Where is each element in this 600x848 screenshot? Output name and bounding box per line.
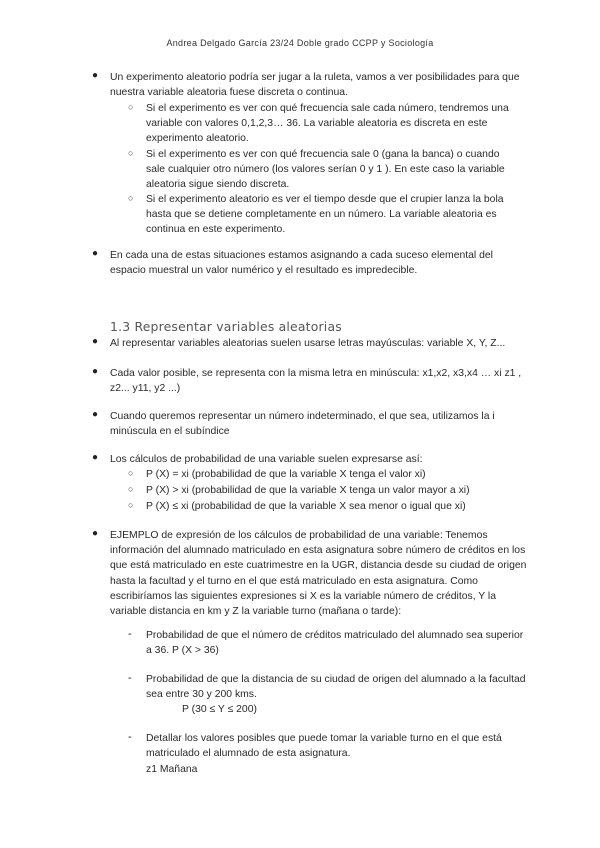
circle-bullet-icon: ○ [128, 148, 134, 158]
circle-bullet-icon: ○ [128, 468, 134, 478]
bullet-icon: ● [92, 336, 99, 347]
paragraph-ruleta-intro: Un experimento aleatorio podría ser jugar a la ruleta, vamos a ver posibilidades para que nuestra variable aleatoria fuese discreta o continua. [110, 72, 520, 99]
bullet-icon: ● [92, 452, 99, 463]
calculos-item-3: P (X) ≤ xi (probabilidad de que la variable X sea menor o igual que xi) [146, 501, 466, 512]
paragraph-situaciones: En cada una de estas situaciones estamos asignando a cada suceso elemental del espacio muestral un valor numérico y el resultado es impredecible. [110, 250, 493, 277]
bullet-icon: ● [92, 248, 99, 259]
representar-item-2: Cada valor posible, se representa con la misma letra en minúscula: x1,x2, x3,x4 … xi z1 , z2... y11, y2 ...) [110, 368, 522, 395]
calculos-intro: Los cálculos de probabilidad de una variable suelen expresarse así: [110, 454, 423, 465]
dash-bullet-icon: - [128, 628, 132, 640]
bullet-icon: ● [92, 70, 99, 81]
ejemplo-item-1: Probabilidad de que el número de créditos matriculado del alumnado sea superior a 36. P (X > 36) [146, 630, 524, 657]
calculos-item-1: P (X) = xi (probabilidad de que la variable X tenga el valor xi) [146, 469, 426, 480]
ruleta-item-2: Si el experimento es ver con qué frecuencia sale 0 (gana la banca) o cuando sale cualquier otro número (los valores serían 0 y 1 ). En este caso la variable aleatoria sigue siendo discreta. [146, 149, 505, 191]
dash-bullet-icon: - [128, 672, 132, 684]
bullet-icon: ● [92, 528, 99, 539]
representar-item-3: Cuando queremos representar un número indeterminado, el que sea, utilizamos la i minúscula en el subíndice [110, 411, 495, 438]
bullet-icon: ● [92, 366, 99, 377]
circle-bullet-icon: ○ [128, 500, 134, 510]
calculos-item-2: P (X) > xi (probabilidad de que la variable X tenga un valor mayor a xi) [146, 485, 470, 496]
section-title: 1.3 Representar variables aleatorias [110, 319, 342, 334]
ejemplo-item-3: Detallar los valores posibles que puede tomar la variable turno en el que está matriculado el alumnado de esta asignatura. [146, 733, 502, 760]
ejemplo-item-3-value: z1 Mañana [146, 764, 198, 775]
ruleta-item-3: Si el experimento aleatorio es ver el tiempo desde que el crupier lanza la bola hasta que se detiene completamente en un número. La variable aleatoria es continua en este experimento. [146, 194, 504, 236]
page-header: Andrea Delgado García 23/24 Doble grado CCPP y Sociología [166, 38, 434, 48]
ejemplo-item-2-formula: P (30 ≤ Y ≤ 200) [182, 704, 257, 715]
circle-bullet-icon: ○ [128, 102, 134, 112]
ejemplo-item-2: Probabilidad de que la distancia de su ciudad de origen del alumnado a la facultad sea entre 30 y 200 kms. [146, 674, 526, 701]
bullet-icon: ● [92, 409, 99, 420]
ruleta-item-1: Si el experimento es ver con qué frecuencia sale cada número, tendremos una variable con valores 0,1,2,3… 36. La variable aleatoria es discreta en este experimento aleatorio. [146, 103, 509, 145]
circle-bullet-icon: ○ [128, 193, 134, 203]
representar-item-1: Al representar variables aleatorias suelen usarse letras mayúsculas: variable X, Y, Z... [110, 338, 506, 349]
circle-bullet-icon: ○ [128, 484, 134, 494]
ejemplo-intro: EJEMPLO de expresión de los cálculos de probabilidad de una variable: Tenemos información del alumnado matriculado en esta asignatura sobre número de créditos en los que está matriculado en este cuatrimestre en la UGR, distancia desde su ciudad de origen hasta la facultad y el turno en el que está matriculado en esta asignatura. Como escribiríamos las siguientes expresiones si X es la variable número de créditos, Y la variable distancia en km y Z la variable turno (mañana o tarde): [110, 530, 527, 618]
dash-bullet-icon: - [128, 731, 132, 743]
